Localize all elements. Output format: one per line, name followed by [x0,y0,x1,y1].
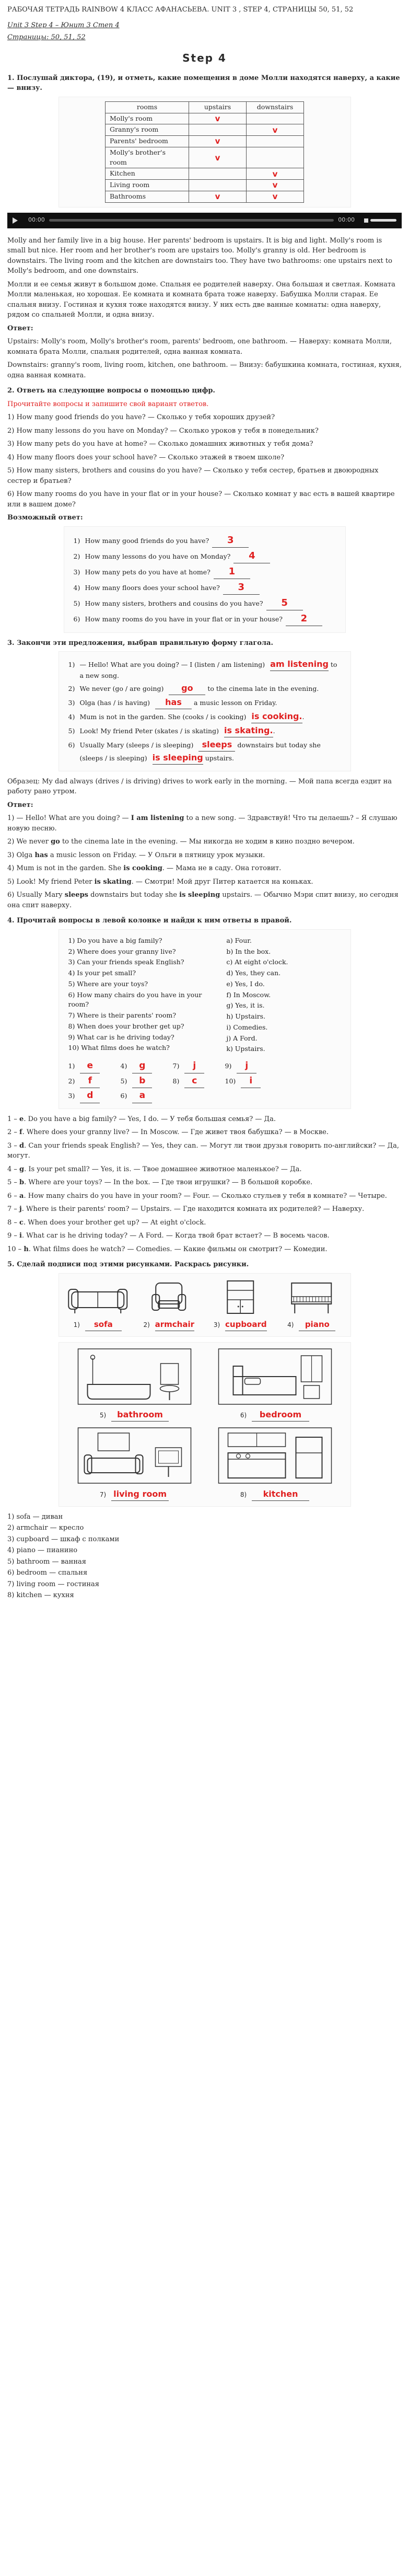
handwritten-answer: a [132,1089,152,1103]
possible-answer-label: Возможный ответ: [7,514,83,522]
unit-link[interactable]: Unit 3 Step 4 – Юнит 3 Степ 4 [7,21,120,29]
handwritten-answer: 1 [214,564,250,579]
list-item [74,533,336,548]
downstairs-check [247,136,304,147]
answer-item: 5 – b. Where are your toys? — In the box. — Где твои игрушки? — В большой коробке. [7,1179,313,1187]
sentence-text: Mum is not in the garden. She (cooks / is cooking) is cooking.. [80,710,341,723]
handwritten-answer: kitchen [252,1488,309,1501]
downstairs-check [247,147,304,168]
rooms-table-figure [59,97,351,207]
question-item: 1) Do you have a big family? [68,936,162,944]
upstairs-check: v [189,113,247,124]
list-item [74,564,336,579]
answer-letter: b [19,1179,25,1187]
picture-caption: 8) kitchen [210,1488,340,1501]
sofa-icon [64,1279,132,1319]
room-name-cell: Granny's room [106,124,189,136]
answer-letter: f [19,1128,22,1137]
answer-letter: a [19,1192,24,1200]
answer-letter: j [19,1205,22,1214]
answer-item: 7 – j. Where is their parents' room? — Upstairs. — Где находится комната их родителей? — Наверху. [7,1205,365,1214]
upstairs-check [189,168,247,180]
answer-item: 2) We never go to the cinema late in the evening. — Мы никогда не ходим в кино поздно вечером. [7,838,355,846]
question-text: How many floors does your school have? [85,583,220,592]
list-item [68,710,341,723]
item-number: 1) [68,661,75,669]
list-item [68,682,341,695]
pages-link[interactable]: Страницы: 50, 51, 52 [7,33,86,42]
downstairs-check: v [247,191,304,202]
furniture-picture [278,1279,345,1331]
list-item: 4) piano — пианино [7,1546,78,1555]
handwritten-answer: sleeps [198,738,235,752]
play-icon[interactable] [13,217,18,224]
answer-option: b) In the box. [226,947,271,955]
handwritten-answer: i [241,1075,261,1089]
task4-title: 4. Прочитай вопросы в левой колонке и найди к ним ответы в правой. [7,917,292,925]
furniture-picture [207,1279,274,1331]
answer-letter: e [19,1115,24,1123]
upstairs-check: v [189,147,247,168]
picture-caption: 7) living room [69,1488,200,1501]
step-heading: Step 4 [182,51,227,64]
page-title: РАБОЧАЯ ТЕТРАДЬ RAINBOW 4 КЛАСС АФАНАСЬЕВА. UNIT 3 , STEP 4, СТРАНИЦЫ 50, 51, 52 [7,6,354,14]
item-number: 2) [68,684,75,692]
match-cell: 4) g [121,1059,168,1073]
handwritten-answer: 5 [266,596,303,610]
audio-player [7,213,402,228]
table-row [106,168,304,180]
item-number: 2) [73,552,80,560]
question-text: How many rooms do you have in your flat or in your house? [85,615,283,623]
handwritten-answer: b [132,1075,152,1089]
handwritten-answer: is skating. [224,724,273,737]
handwritten-answer: bedroom [252,1408,309,1422]
audio-progress-track[interactable] [49,219,334,222]
answer-item: 3) Olga has a music lesson on Friday. — У Ольги в пятницу урок музыки. [7,851,265,859]
handwritten-answer: d [80,1089,100,1103]
answer-option: c) At eight o'clock. [226,958,288,966]
answer-item: 8 – c. When does your brother get up? — At eight o'clock. [7,1218,206,1227]
handwritten-answer: j [237,1059,256,1073]
question-text: How many sisters, brothers and cousins do you have? [85,599,263,607]
list-item: 1) sofa — диван [7,1512,63,1521]
item-number: 5) [73,599,80,607]
volume-control[interactable] [364,218,396,223]
question-item: 4) How many floors does your school have? — Сколько этажей в твоем школе? [7,453,285,461]
list-item: 6) bedroom — спальня [7,1569,88,1577]
downstairs-check [247,113,304,124]
task4-answer-list [7,1114,402,1255]
bedroom-icon [210,1348,340,1409]
downstairs-check: v [247,180,304,191]
answer-verb: is skating [94,877,132,886]
answer-verb: sleeps [64,891,88,899]
handwritten-answer: piano [299,1319,335,1331]
question-item: 5) Where are your toys? [68,979,148,988]
answer-item: 4 – g. Is your pet small? — Yes, it is. — Твое домашнее животное маленькое? — Да. [7,1165,302,1173]
handwritten-answer: 2 [286,611,322,626]
answer-item: 6) Usually Mary sleeps downstairs but today she is sleeping upstairs. — Обычно Мэри спит внизу, но сегодня она спит наверху. [7,891,399,909]
item-number: 3) [73,568,80,576]
answer-item: 10 – h. What films does he watch? — Comedies. — Какие фильмы он смотрит? — Комедии. [7,1245,328,1253]
room-picture [69,1348,200,1422]
audio-time-end: 00:00 [338,216,355,224]
handwritten-answer: sofa [85,1319,122,1331]
answer-letter: c [19,1218,24,1227]
table-row [106,124,304,136]
answer-downstairs: Downstairs: granny's room, living room, kitchen, one bathroom. — Внизу: бабушкина комната, гостиная, кухня, одна ванная комната. [7,361,402,379]
question-text: How many pets do you have at home? [85,568,211,576]
room-name-cell: Molly's room [106,113,189,124]
answer-verb: go [51,838,60,846]
room-name-cell: Molly's brother's room [106,147,189,168]
task2-instruction: Прочитайте вопросы и запишите свой вариант ответов. [7,400,209,408]
question-item: 10) What films does he watch? [68,1044,170,1052]
match-cell: 7) j [173,1059,220,1073]
answer-option: a) Four. [226,936,252,944]
item-number: 5) [68,726,75,735]
match-cell: 5) b [121,1075,168,1089]
question-item: 2) How many lessons do you have on Monday? — Сколько уроков у тебя в понедельник? [7,426,319,435]
armchair-icon [135,1279,203,1319]
item-number: 4) [73,583,80,592]
answer-option: e) Yes, I do. [226,979,265,988]
task3-figure [59,651,351,771]
table-row [106,136,304,147]
answer-option: k) Upstairs. [226,1045,265,1053]
room-picture [210,1348,340,1422]
match-cell: 3) d [68,1089,115,1103]
list-item [74,549,336,563]
list-item [68,696,341,709]
answer-item: 2 – f. Where does your granny live? — In Moscow. — Где живет твоя бабушка? — в Москве. [7,1128,329,1137]
task1-title: 1. Послушай диктора, (19), и отметь, какие помещения в доме Молли находятся наверху, а какие — внизу. [7,74,400,93]
audio-time-start: 00:00 [28,216,45,224]
picture-caption: 1) sofa [64,1319,132,1331]
answer-item: 1 – e. Do you have a big family? — Yes, I do. — У тебя большая семья? — Да. [7,1115,276,1123]
item-number: 6) [68,741,75,749]
match-cell: 8) c [173,1075,220,1089]
furniture-picture [64,1279,132,1331]
answer-item: 9 – i. What car is he driving today? — A Ford. — Когда твой брат встает? — В восемь часов. [7,1232,330,1240]
handwritten-answer: 3 [212,533,249,548]
question-text: How many lessons do you have on Monday? [85,552,231,560]
downstairs-check: v [247,168,304,180]
handwritten-answer: go [169,682,205,695]
question-item: 2) Where does your granny live? [68,947,176,955]
room-picture [210,1427,340,1501]
item-number: 4) [68,712,75,721]
item-number: 3) [68,698,75,707]
sentence-text: Olga (has / is having) has a music lesson on Friday. [80,696,341,709]
answer-letter: g [19,1165,25,1173]
answer-option: d) Yes, they can. [226,969,281,977]
task3-example: Образец: My dad always (drives / is driving) drives to work early in the morning. — Мой папа всегда ездит на работу рано утром. [7,777,392,796]
list-item: 5) bathroom — ванная [7,1557,86,1566]
question-item: 4) Is your pet small? [68,969,136,977]
answer-label-1: Ответ: [7,324,33,332]
living-room-icon [69,1427,200,1488]
handwritten-answer: j [184,1059,204,1073]
task2-figure [64,526,346,633]
answer-verb: has [34,851,48,859]
question-item: 9) What car is he driving today? [68,1033,174,1041]
table-row [106,180,304,191]
task5-answer-list [7,1512,402,1601]
handwritten-answer: c [184,1075,204,1089]
question-item: 5) How many sisters, brothers and cousins do you have? — Сколько у тебя сестер, братьев и двоюродных сестер и братьев? [7,467,379,485]
sentence-text: Usually Mary (sleeps / is sleeping) sleeps downstairs but today she (sleeps / is sleeping) is sleeping upstairs. [80,738,341,765]
furniture-picture [135,1279,203,1331]
answer-upstairs: Upstairs: Molly's room, Molly's brother's room, parents' bedroom, one bathroom. — Наверху: комната Молли, комната брата Молли, спальня родителей, одна ванная комната. [7,338,392,356]
col-upstairs: upstairs [189,101,247,113]
upstairs-check [189,180,247,191]
answer-item: 1) — Hello! What are you doing? — I am listening to a new song. — Здравствуй! Что ты делаешь? – Я слушаю новую песню. [7,814,398,833]
answer-label-3: Ответ: [7,801,33,809]
handwritten-answer: am listening [270,658,329,671]
upstairs-check [189,124,247,136]
list-item [68,724,341,737]
item-number: 1) [73,536,80,545]
handwritten-answer: cupboard [225,1319,267,1331]
question-text: How many good friends do you have? [85,536,209,545]
kitchen-icon [210,1427,340,1488]
bathroom-icon [69,1348,200,1409]
handwritten-answer: is sleeping [153,752,203,765]
handwritten-answer: g [132,1059,152,1073]
list-item: 3) cupboard — шкаф с полками [7,1535,120,1543]
list-item [74,596,336,610]
sentence-text: Look! My friend Peter (skates / is skating) is skating.. [80,724,341,737]
answer-verb: I am listening [131,814,184,823]
answer-verb: is cooking [123,864,162,873]
answer-option: j) A Ford. [226,1034,258,1042]
handwritten-answer: e [80,1059,100,1073]
picture-caption: 4) piano [278,1319,345,1331]
task3-title: 3. Закончи эти предложения, выбрав правильную форму глагола. [7,639,274,647]
answer-option: f) In Moscow. [226,990,271,999]
room-picture [69,1427,200,1501]
list-item: 2) armchair — кресло [7,1524,84,1532]
answer-letter: i [19,1232,22,1240]
volume-slider[interactable] [370,219,396,222]
answer-verb: is sleeping [179,891,220,899]
list-item: 8) kitchen — кухня [7,1591,74,1600]
room-name-cell: Kitchen [106,168,189,180]
answer-letter: h [24,1245,29,1253]
answer-item: 5) Look! My friend Peter is skating. — Смотри! Мой друг Питер катается на коньках. [7,877,313,886]
handwritten-answer: is cooking. [251,710,302,723]
sentence-text: — Hello! What are you doing? — I (listen / am listening) am listening to a new song. [79,659,337,680]
handwritten-answer: 3 [223,580,260,595]
list-item [68,738,341,765]
room-name-cell: Parents' bedroom [106,136,189,147]
table-row [106,191,304,202]
match-cell: 6) a [121,1089,168,1103]
handwritten-answer: armchair [155,1319,194,1331]
handwritten-answer: 4 [233,549,270,563]
room-name-cell: Bathrooms [106,191,189,202]
answer-item: 6 – a. How many chairs do you have in your room? — Four. — Сколько стульев у тебя в комнате? — Четыре. [7,1192,387,1200]
table-row [106,147,304,168]
answer-item: 4) Mum is not in the garden. She is cooking. — Мама не в саду. Она готовит. [7,864,282,873]
downstairs-check: v [247,124,304,136]
match-cell: 1) e [68,1059,115,1073]
list-item [68,658,341,681]
answer-option: g) Yes, it is. [226,1001,265,1010]
answer-option: h) Upstairs. [226,1012,266,1021]
picture-caption: 5) bathroom [69,1408,200,1422]
sentence-text: We never (go / are going) go to the cinema late in the evening. [80,682,341,695]
furniture-figure [59,1273,351,1337]
upstairs-check: v [189,136,247,147]
answer-item: 3 – d. Can your friends speak English? — Yes, they can. — Могут ли твои друзья говорить по-английски? — Да, могут. [7,1141,399,1160]
handwritten-answer: has [155,696,192,709]
room-name-cell: Living room [106,180,189,191]
speaker-icon[interactable] [364,218,368,223]
match-cell: 9) j [225,1059,272,1073]
col-rooms: rooms [106,101,189,113]
question-item: 1) How many good friends do you have? — Сколько у тебя хороших друзей? [7,413,275,422]
question-item: 3) How many pets do you have at home? — Сколько домашних животных у тебя дома? [7,440,313,448]
task3-answer-list [7,813,402,910]
task4-figure [59,929,351,1109]
task5-title: 5. Сделай подписи под этими рисунками. Раскрась рисунки. [7,1261,249,1269]
handwritten-answer: living room [111,1488,169,1501]
match-cell: 2) f [68,1075,115,1089]
task2-question-list [7,412,402,510]
piano-icon [278,1279,345,1319]
match-cell: 10) i [225,1075,272,1089]
question-item: 8) When does your brother get up? [68,1022,184,1030]
list-item [74,580,336,595]
upstairs-check: v [189,191,247,202]
col-downstairs: downstairs [247,101,304,113]
rooms-figure [59,1342,351,1507]
handwritten-answer: f [80,1075,100,1089]
table-row [106,113,304,124]
list-item: 7) living room — гостиная [7,1580,99,1588]
item-number: 6) [73,615,80,623]
transcript-en: Molly and her family live in a big house. Her parents' bedroom is upstairs. It is big and light. Molly's room is small but nice. Her room and her brother's room are upstairs too. Molly's granny is old. Her bedroom is downstairs. The living room and the kitchen are downstairs too. They have two bathrooms: one upstairs next to Molly's bedroom, and one downstairs. [7,236,392,275]
rooms-table [105,101,304,203]
question-item: 6) How many chairs do you have in your room? [68,990,202,1009]
transcript-ru: Молли и ее семья живут в большом доме. Спальня ее родителей наверху. Она большая и светлая. Комната Молли маленькая, но хорошая. Ее комната и комната брата тоже наверху. Бабушка Молли старая. Ее спальня внизу. Гостиная и кухня тоже находятся внизу. У них есть две ванные комнаты: одна наверху, рядом со спальней Молли, и одна внизу. [7,280,395,319]
picture-caption: 3) cupboard [207,1319,274,1331]
picture-caption: 6) bedroom [210,1408,340,1422]
picture-caption: 2) armchair [135,1319,203,1331]
answer-letter: d [19,1141,25,1150]
handwritten-answer: bathroom [111,1408,169,1422]
task2-title: 2. Ответь на следующие вопросы о помощью цифр. [7,387,215,395]
question-item: 7) Where is their parents' room? [68,1011,177,1020]
cupboard-icon [207,1279,274,1319]
answer-option: i) Comedies. [226,1023,268,1031]
question-item: 6) How many rooms do you have in your flat or in your house? — Сколько комнат у вас есть в вашей квартире или в вашем доме? [7,490,395,509]
list-item [74,611,336,626]
question-item: 3) Can your friends speak English? [68,958,184,966]
